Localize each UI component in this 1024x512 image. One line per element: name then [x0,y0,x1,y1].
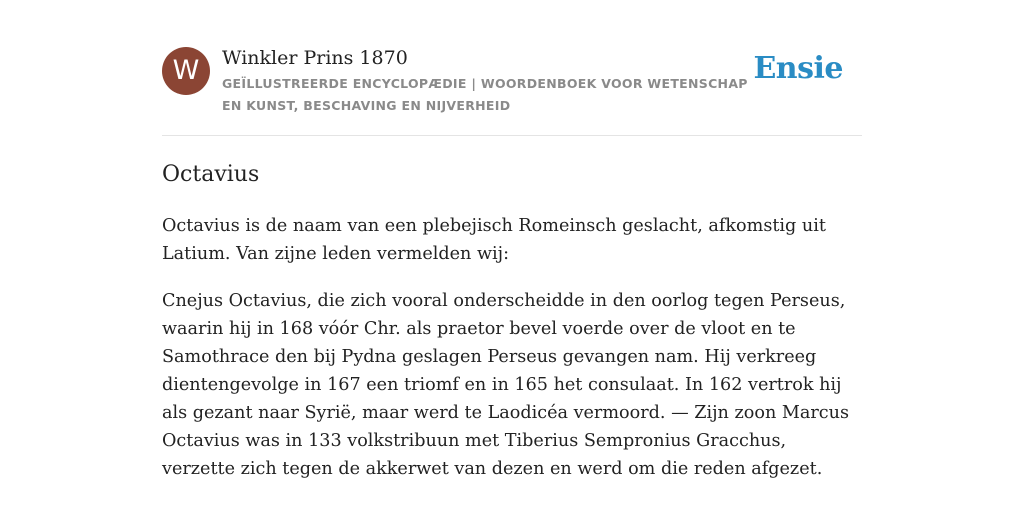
page [162,0,862,512]
source-subtitle: GEÏLLUSTREERDE ENCYCLOPÆDIE | WOORDENBOEK VOOR WETENSCHAP EN KUNST, BESCHAVING EN NIJVERHEID [222,76,748,113]
source-avatar[interactable]: W [162,47,210,95]
entry-paragraph-1: Octavius is de naam van een plebejisch Romeinsch geslacht, afkomstig uit Latium. Van zijne leden vermelden wij: [162,216,826,264]
source-title[interactable]: Winkler Prins 1870 [222,47,408,69]
ensie-logo[interactable]: Ensie [753,51,843,86]
header-divider [162,135,862,136]
entry-title: Octavius [162,162,260,187]
entry-paragraph-2: Cnejus Octavius, die zich vooral onderscheidde in den oorlog tegen Perseus, waarin hij in 168 vóór Chr. als praetor bevel voerde over de vloot en te Samothrace den bij Pydna geslagen Perseus gevangen nam. Hij verkreeg dientengevolge in 167 een triomf en in 165 het consulaat. In 162 vertrok hij als gezant naar Syrië, maar werd te Laodicéa vermoord. — Zijn zoon Marcus Octavius was in 133 volkstribuun met Tiberius Sempronius Gracchus, verzette zich tegen de akkerwet van dezen en werd om die reden afgezet. [162,291,849,479]
source-header [162,47,862,115]
